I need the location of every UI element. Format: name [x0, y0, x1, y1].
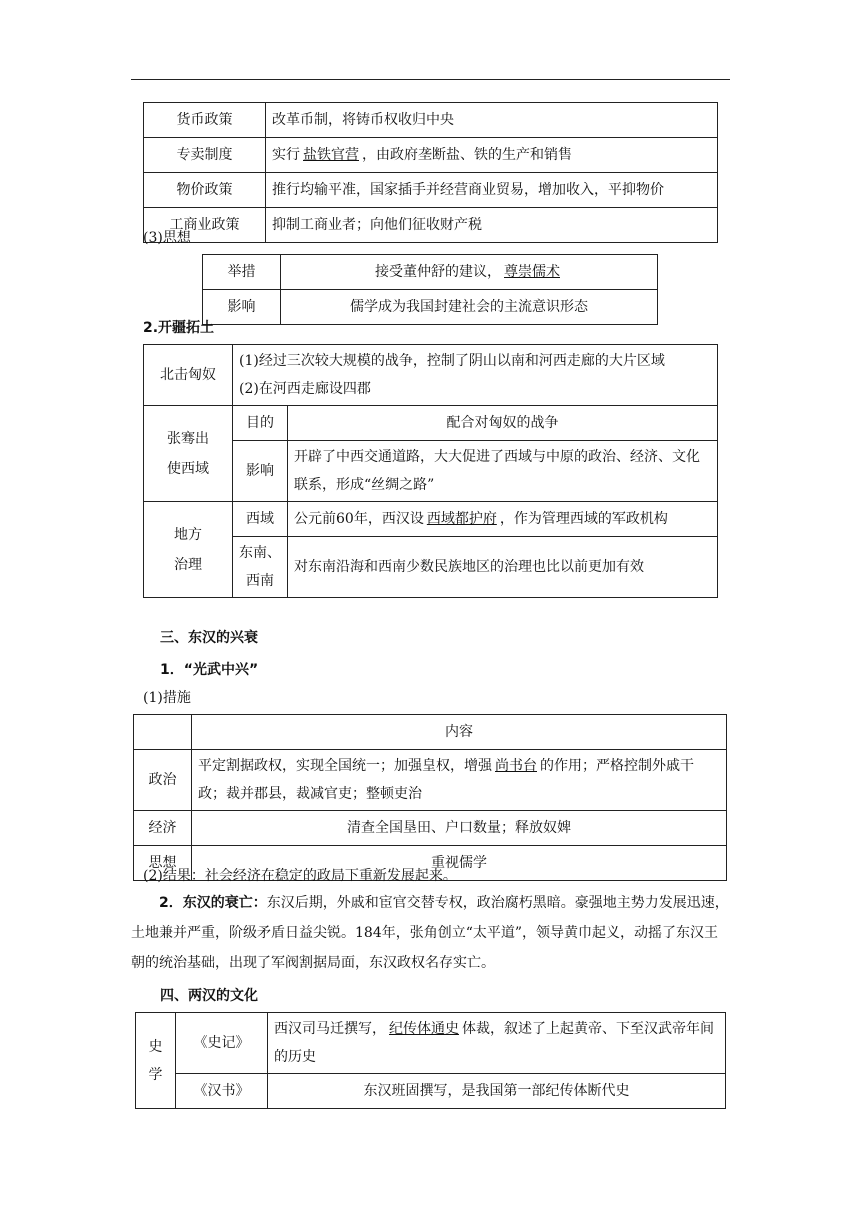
row-key: 影响 — [203, 290, 281, 325]
row-value: 清查全国垦田、户口数量；释放奴婢 — [192, 811, 727, 846]
sub-key: 西域 — [233, 502, 288, 537]
book-title: 《汉书》 — [176, 1074, 268, 1109]
table-row — [144, 406, 718, 441]
row-key — [144, 406, 233, 502]
text-line: (1)经过三次较大规模的战争，控制了阴山以南和河西走廊的大片区域 — [239, 353, 665, 369]
row-value: 儒学成为我国封建社会的主流意识形态 — [281, 290, 658, 325]
table-row — [144, 173, 718, 208]
table-row — [144, 502, 718, 537]
table-row — [144, 345, 718, 406]
column-header: 内容 — [192, 715, 727, 750]
sub-value: 开辟了中西交通道路，大大促进了西域与中原的政治、经济、文化联系，形成“丝绸之路” — [288, 441, 718, 502]
policy-key: 工商业政策 — [144, 208, 266, 243]
decline-paragraph — [131, 888, 731, 978]
fill-blank: 西域都护府 — [426, 511, 497, 527]
sub-value: 对东南沿海和西南少数民族地区的治理也比以前更加有效 — [288, 537, 718, 598]
row-value — [233, 345, 718, 406]
row-key: 经济 — [134, 811, 192, 846]
table-row — [144, 103, 718, 138]
table-row — [134, 811, 727, 846]
row-key: 举措 — [203, 255, 281, 290]
sub-key: 影响 — [233, 441, 288, 502]
sub-value: 配合对匈奴的战争 — [288, 406, 718, 441]
section-heading: 四、两汉的文化 — [160, 988, 258, 1004]
text-line: 地方 — [174, 526, 202, 543]
text-line: 西南 — [246, 573, 274, 589]
sub-key — [233, 537, 288, 598]
text-line: 使西域 — [167, 460, 209, 477]
fill-blank: 盐铁官营 — [303, 147, 359, 163]
subheading-thought: (3)思想 — [143, 230, 191, 246]
row-key — [136, 1013, 176, 1109]
policy-value: 推行均输平准，国家插手并经营商业贸易，增加收入，平抑物价 — [266, 173, 718, 208]
table-row — [144, 138, 718, 173]
row-key: 北击匈奴 — [144, 345, 233, 406]
text-segment: ，作为管理西域的军政机构 — [499, 511, 668, 527]
policy-key: 物价政策 — [144, 173, 266, 208]
text-line: 东南、 — [239, 545, 281, 561]
fill-blank: 尊崇儒术 — [504, 264, 560, 280]
subsection-heading: 1．“光武中兴” — [160, 662, 259, 678]
territory-table — [143, 344, 718, 598]
row-value — [281, 255, 658, 290]
table-row — [134, 715, 727, 750]
result-line: (2)结果：社会经济在稳定的政局下重新发展起来。 — [143, 868, 457, 884]
thought-table — [202, 254, 658, 325]
text-line: (2)在河西走廊设四郡 — [239, 381, 371, 397]
text-line: 史 — [148, 1038, 163, 1055]
table-row — [203, 255, 658, 290]
text-line: 治理 — [174, 556, 202, 573]
text-segment: 的作用；严格控制外戚干政；裁并郡县，裁减官吏；整顿吏治 — [198, 758, 694, 802]
header-rule — [131, 79, 730, 80]
subheading-measures: (1)措施 — [143, 690, 191, 706]
sub-value — [288, 502, 718, 537]
table-row — [134, 750, 727, 811]
row-key — [144, 502, 233, 598]
text-segment: 接受董仲舒的建议， — [375, 264, 501, 280]
book-desc — [268, 1013, 726, 1074]
measures-table — [133, 714, 727, 881]
table-row — [136, 1074, 726, 1109]
empty-cell — [134, 715, 192, 750]
paragraph-lead: 2．东汉的衰亡： — [159, 895, 267, 911]
table-row — [144, 208, 718, 243]
text-line: 学 — [148, 1066, 163, 1083]
table-row — [136, 1013, 726, 1074]
table-row — [203, 290, 658, 325]
fill-blank: 纪传体通史 — [389, 1021, 459, 1037]
text-segment: 公元前60年，西汉设 — [294, 511, 424, 527]
paragraph-text: 东汉后期，外戚和宦官交替专权，政治腐朽黑暗。豪强地主势力发展迅速，土地兼并严重，阶级矛盾日益尖锐。184年，张角创立“太平道”，领导黄巾起义，动摇了东汉王朝的统治基础，出现了军阀割据局面，东汉政权名存实亡。 — [131, 895, 729, 971]
text-segment: 体裁，叙述了上起黄帝、下至汉武帝年间的历史 — [274, 1021, 714, 1065]
row-key: 思想 — [134, 846, 192, 881]
fill-blank: 尚书台 — [495, 758, 537, 774]
row-value: 重视儒学 — [192, 846, 727, 881]
text-segment: 实行 — [272, 147, 300, 163]
text-line: 张骞出 — [167, 430, 209, 447]
economic-policy-table — [143, 102, 718, 243]
row-value — [192, 750, 727, 811]
policy-key: 货币政策 — [144, 103, 266, 138]
culture-table — [135, 1012, 726, 1109]
text-segment: 平定割据政权，实现全国统一；加强皇权，增强 — [198, 758, 492, 774]
text-segment: ，由政府垄断盐、铁的生产和销售 — [362, 147, 572, 163]
section-heading: 三、东汉的兴衰 — [160, 630, 258, 646]
policy-value: 抑制工商业者；向他们征收财产税 — [266, 208, 718, 243]
row-key: 政治 — [134, 750, 192, 811]
book-desc: 东汉班固撰写，是我国第一部纪传体断代史 — [268, 1074, 726, 1109]
book-title: 《史记》 — [176, 1013, 268, 1074]
section-heading: 2.开疆拓土 — [143, 320, 215, 336]
sub-key: 目的 — [233, 406, 288, 441]
policy-key: 专卖制度 — [144, 138, 266, 173]
text-segment: 西汉司马迁撰写， — [274, 1021, 386, 1037]
policy-value: 改革币制，将铸币权收归中央 — [266, 103, 718, 138]
policy-value — [266, 138, 718, 173]
